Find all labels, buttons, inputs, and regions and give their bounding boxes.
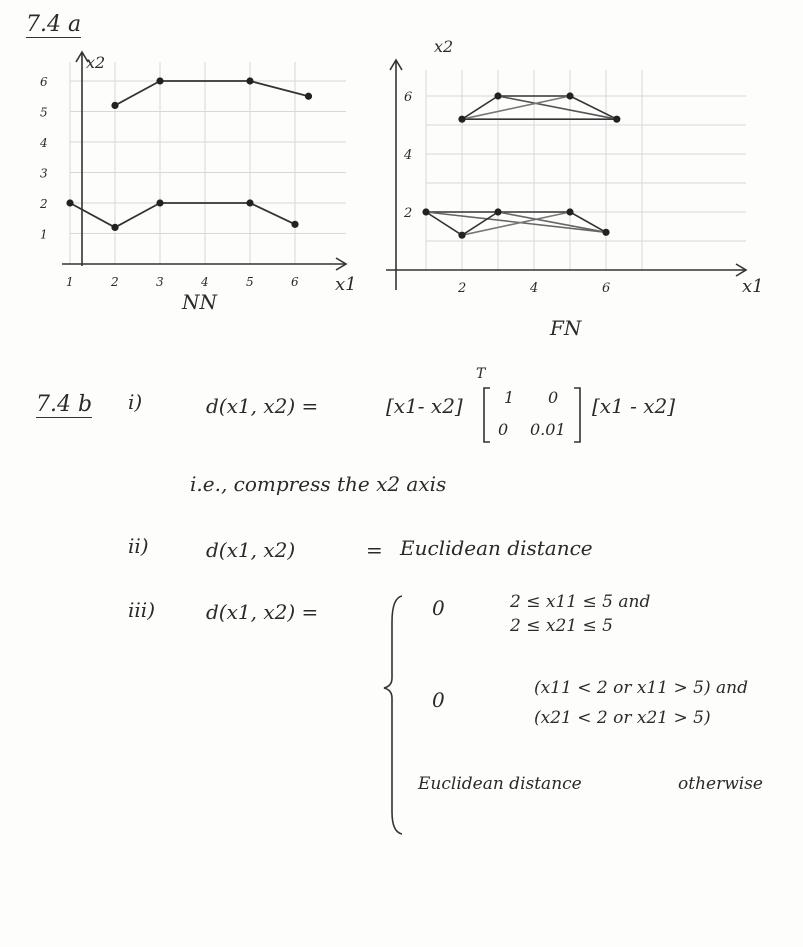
matrix-cell-21: 0 — [498, 420, 509, 439]
matrix-cell-22: 0.01 — [530, 420, 566, 439]
nn-y-axis-label: x2 — [86, 53, 106, 72]
nn-plot — [0, 0, 803, 360]
nn-point — [66, 199, 73, 206]
fn-grid — [426, 70, 746, 270]
nn-tick-labels — [39, 75, 299, 289]
nn-x-tick-1: 1 — [66, 275, 74, 289]
cases-brace — [378, 592, 408, 838]
case-iii-label: iii) — [128, 598, 155, 622]
fn-axes — [386, 60, 746, 290]
nn-point — [156, 199, 163, 206]
fn-edge — [570, 96, 617, 119]
case-1-cond1: 2 ≤ x11 ≤ 5 and — [510, 592, 651, 612]
part-a-label: 7.4 a — [26, 12, 82, 37]
fn-plot-name: FN — [550, 316, 582, 340]
nn-axes — [62, 52, 346, 270]
fn-point — [566, 208, 573, 215]
nn-point — [246, 199, 253, 206]
case-1-value: 0 — [432, 596, 445, 620]
fn-y-axis-label: x2 — [434, 37, 454, 56]
fn-connections — [426, 96, 617, 235]
nn-y-tick-4: 4 — [40, 136, 48, 150]
case-2-value: 0 — [432, 688, 445, 712]
nn-y-tick-3: 3 — [40, 166, 48, 181]
fn-point — [602, 229, 609, 236]
case-iii-lhs: d(x1, x2) = — [206, 600, 319, 624]
nn-x-tick-6: 6 — [291, 275, 299, 289]
case-3-cond1: otherwise — [678, 774, 763, 794]
nn-point — [305, 93, 312, 100]
fn-point — [613, 116, 620, 123]
fn-point — [422, 208, 429, 215]
nn-y-tick-1: 1 — [40, 227, 48, 242]
case-ii-label: ii) — [128, 534, 149, 558]
case-3-value: Euclidean distance — [418, 774, 582, 794]
case-ii-eq: = — [366, 538, 383, 562]
nn-x-tick-3: 3 — [156, 275, 164, 289]
nn-point — [156, 77, 163, 84]
nn-y-tick-2: 2 — [40, 197, 48, 211]
nn-edge — [70, 203, 115, 227]
nn-points — [66, 77, 312, 231]
matrix-cell-12: 0 — [548, 388, 559, 407]
case-ii-lhs: d(x1, x2) — [206, 538, 296, 562]
matrix-cell-11: 1 — [504, 388, 515, 407]
nn-edge — [250, 81, 309, 96]
fn-x-tick-6: 6 — [602, 281, 611, 296]
case-2-cond2: (x21 < 2 or x21 > 5) — [534, 708, 711, 728]
case-i-note: i.e., compress the x2 axis — [190, 472, 447, 496]
nn-x-axis-label: x1 — [335, 274, 357, 295]
nn-x-tick-2: 2 — [111, 275, 119, 289]
fn-point — [494, 92, 501, 99]
nn-edge — [115, 203, 160, 227]
nn-plot-name: NN — [182, 290, 217, 314]
nn-point — [246, 77, 253, 84]
fn-y-tick-4: 4 — [404, 148, 413, 163]
nn-point — [111, 224, 118, 231]
case-i-vec-left: [x1- x2] — [386, 394, 463, 418]
part-b-label: 7.4 b — [36, 392, 93, 417]
nn-y-tick-6: 6 — [40, 75, 48, 89]
nn-edge — [250, 203, 295, 224]
part-b-title — [36, 392, 92, 417]
transpose-mark: T — [476, 366, 486, 382]
fn-x-axis-label: x1 — [742, 276, 764, 297]
case-i-label: i) — [128, 390, 143, 414]
nn-y-tick-5: 5 — [40, 105, 48, 120]
case-2-cond1: (x11 < 2 or x11 > 5) and — [534, 678, 748, 698]
fn-point — [458, 116, 465, 123]
fn-x-tick-4: 4 — [530, 281, 539, 296]
fn-tick-labels — [403, 90, 610, 296]
nn-x-tick-4: 4 — [201, 275, 209, 289]
case-1-cond2: 2 ≤ x21 ≤ 5 — [510, 616, 613, 636]
fn-point — [494, 208, 501, 215]
fn-y-tick-2: 2 — [404, 206, 413, 221]
case-i-vec-right: [x1 - x2] — [592, 394, 676, 418]
fn-y-tick-6: 6 — [404, 90, 413, 105]
fn-x-tick-2: 2 — [458, 281, 467, 296]
case-ii-rhs: Euclidean distance — [400, 536, 593, 560]
nn-edge — [115, 81, 160, 105]
fn-point — [566, 92, 573, 99]
fn-point — [458, 232, 465, 239]
nn-connections — [70, 81, 309, 227]
nn-point — [291, 221, 298, 228]
case-i-lhs: d(x1, x2) = — [206, 394, 319, 418]
nn-x-tick-5: 5 — [246, 275, 254, 289]
nn-grid — [70, 62, 346, 264]
nn-point — [111, 102, 118, 109]
